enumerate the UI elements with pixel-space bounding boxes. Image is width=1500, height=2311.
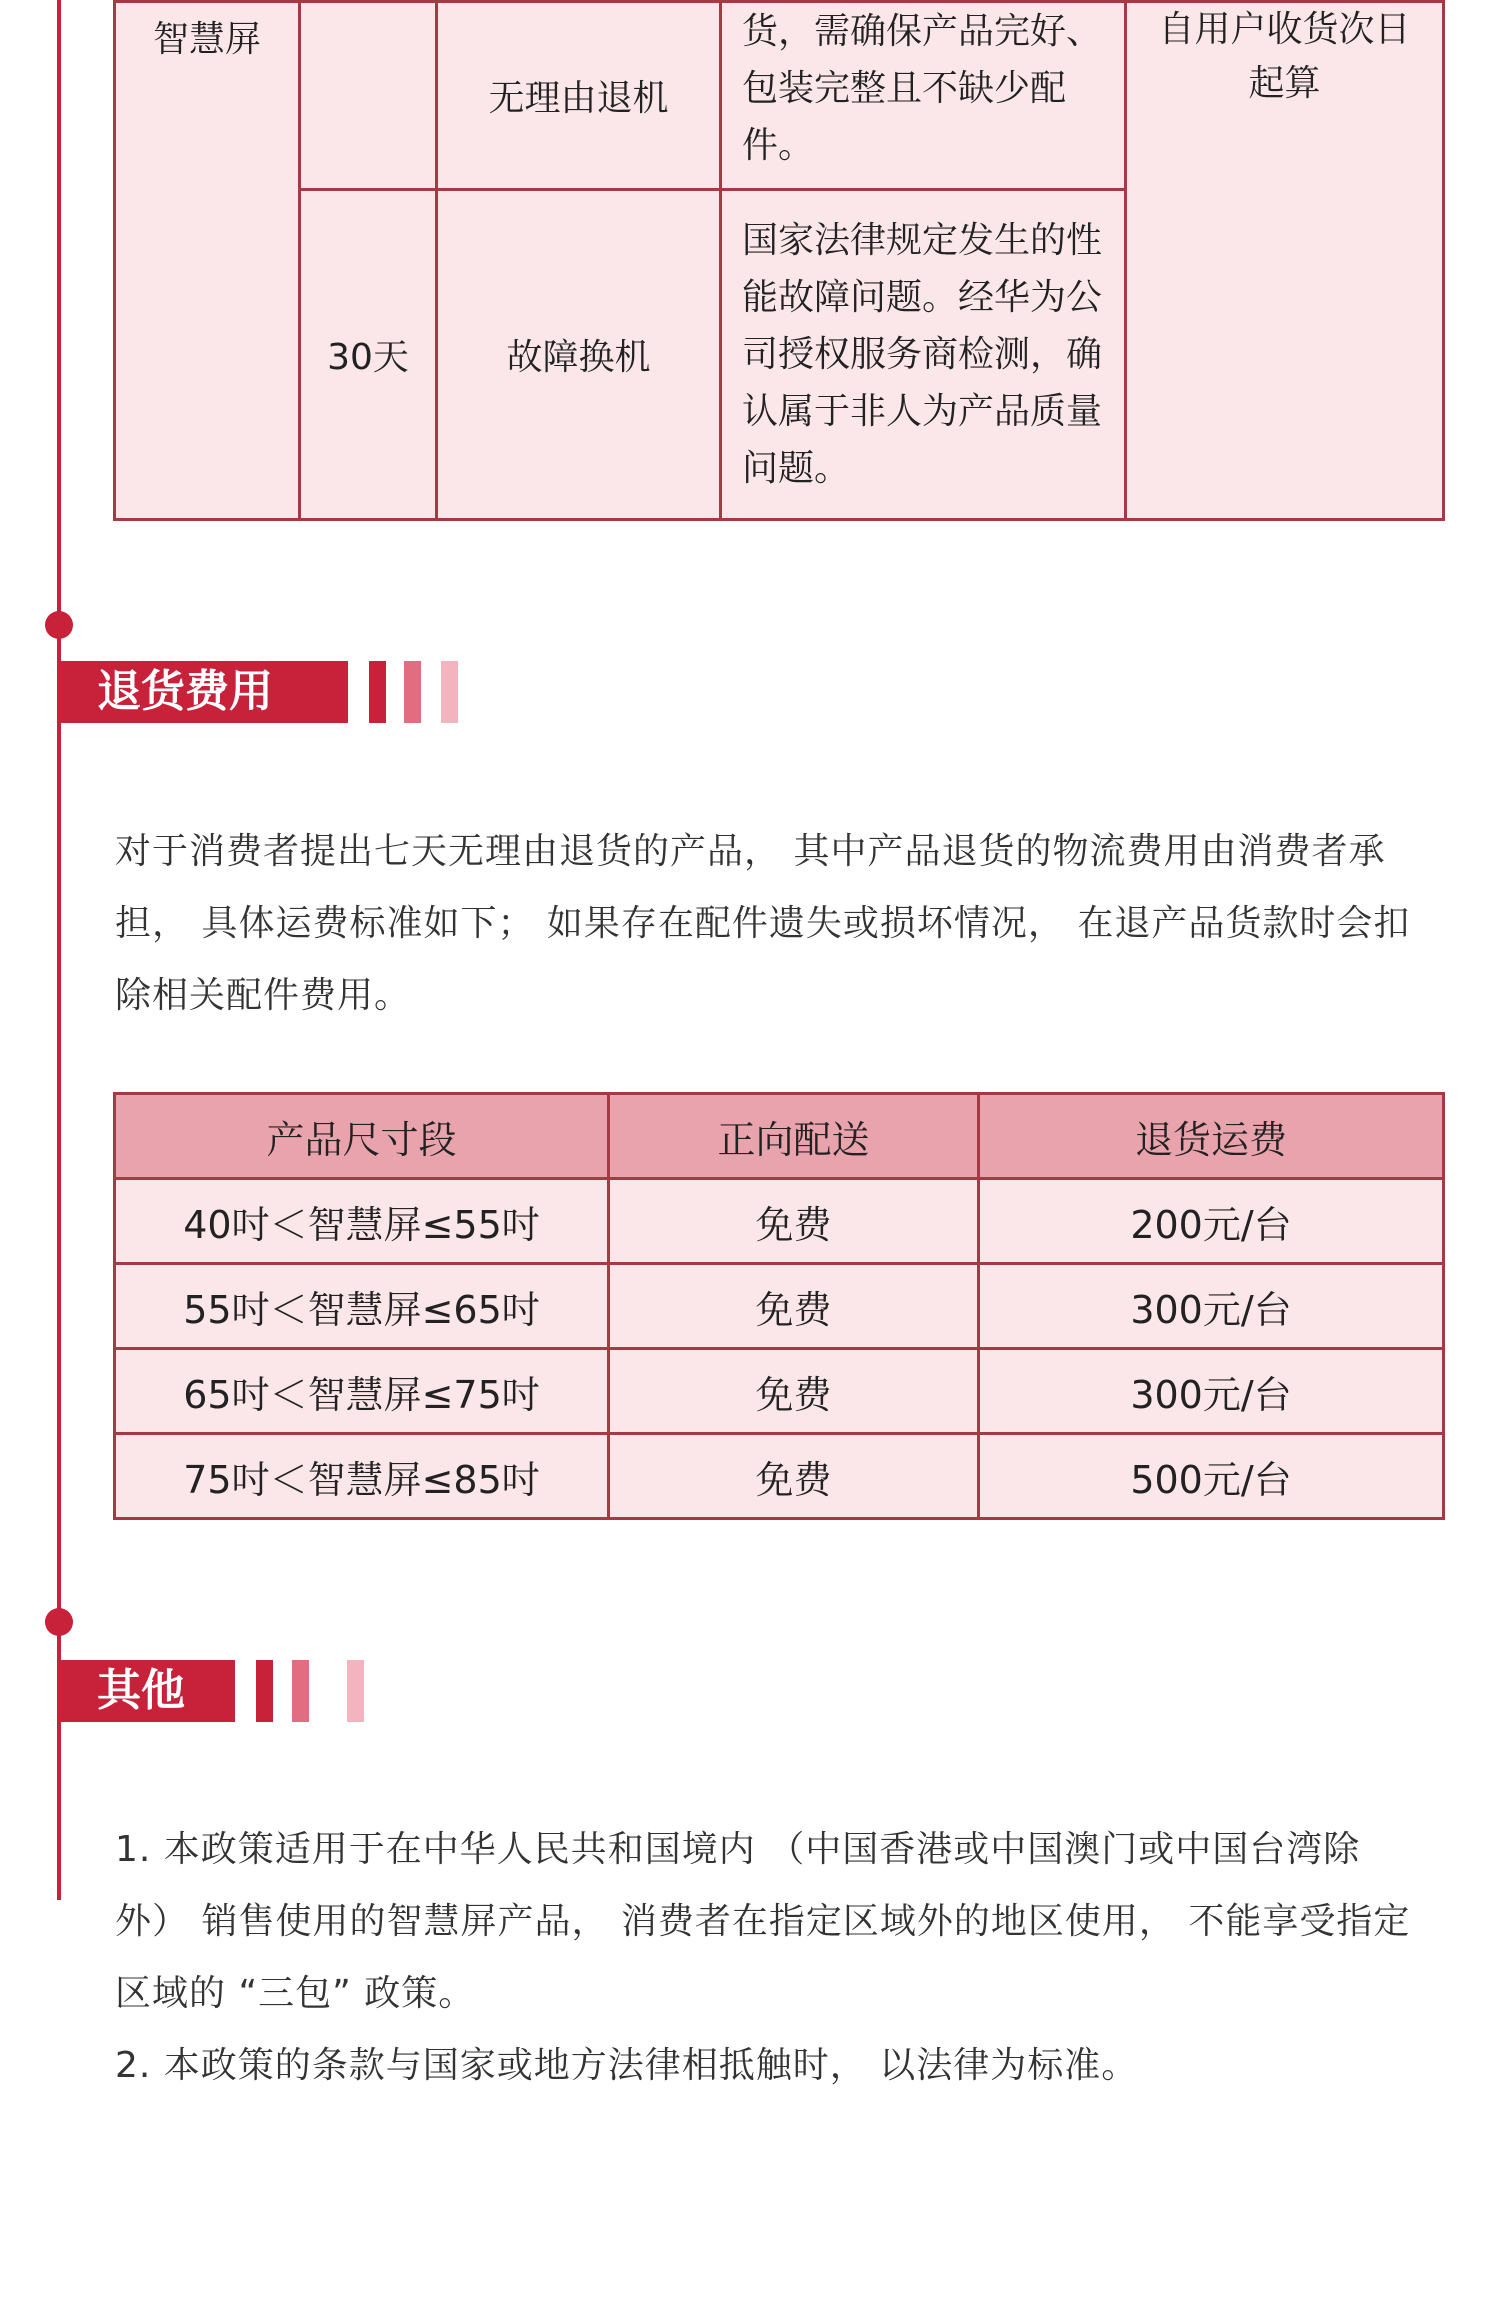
table-row [115,1264,1444,1349]
fee-table [113,1092,1445,1520]
days-cell [300,2,437,190]
table-row [115,1434,1444,1519]
column-header: 退货运费 [979,1094,1444,1179]
condition-cell: 国家法律规定发生的性能故障问题。经华为公司授权服务商检测，确认属于非人为产品质量问题。 [721,190,1126,520]
timeline-dot [45,1608,73,1636]
return-fee-cell: 300元/台 [979,1349,1444,1434]
size-cell: 40吋＜智慧屏≤55吋 [115,1179,609,1264]
delivery-cell: 免费 [609,1434,979,1519]
type-cell: 故障换机 [437,190,721,520]
table-header-row [115,1094,1444,1179]
table-row [115,1349,1444,1434]
return-fee-cell: 300元/台 [979,1264,1444,1349]
delivery-cell: 免费 [609,1349,979,1434]
column-header: 产品尺寸段 [115,1094,609,1179]
condition-cell: 货，需确保产品完好、包装完整且不缺少配件。 [721,2,1126,190]
section-title-other: 其他 [57,1660,235,1722]
start-cell: 自用户收货次日起算 [1126,2,1444,520]
size-cell: 65吋＜智慧屏≤75吋 [115,1349,609,1434]
size-cell: 75吋＜智慧屏≤85吋 [115,1434,609,1519]
column-header: 正向配送 [609,1094,979,1179]
timeline-dot [45,611,73,639]
delivery-cell: 免费 [609,1264,979,1349]
table-row [115,1179,1444,1264]
size-cell: 55吋＜智慧屏≤65吋 [115,1264,609,1349]
delivery-cell: 免费 [609,1179,979,1264]
section-title-return-fee: 退货费用 [57,661,348,723]
days-cell: 30天 [300,190,437,520]
other-item-2: 2. 本政策的条款与国家或地方法律相抵触时， 以法律为标准。 [115,2045,1139,2086]
type-cell: 无理由退机 [437,2,721,190]
product-cell: 智慧屏 [115,2,300,520]
return-fee-cell: 500元/台 [979,1434,1444,1519]
return-fee-cell: 200元/台 [979,1179,1444,1264]
policy-table [113,0,1445,521]
other-item-1: 1. 本政策适用于在中华人民共和国境内 （中国香港或中国澳门或中国台湾除外） 销售使用的智慧屏产品， 消费者在指定区域外的地区使用， 不能享受指定区域的 “三包” 政策。 [115,1829,1411,2014]
return-fee-paragraph: 对于消费者提出七天无理由退货的产品， 其中产品退货的物流费用由消费者承担， 具体运费标准如下； 如果存在配件遗失或损坏情况， 在退产品货款时会扣除相关配件费用。 [115,831,1411,1016]
